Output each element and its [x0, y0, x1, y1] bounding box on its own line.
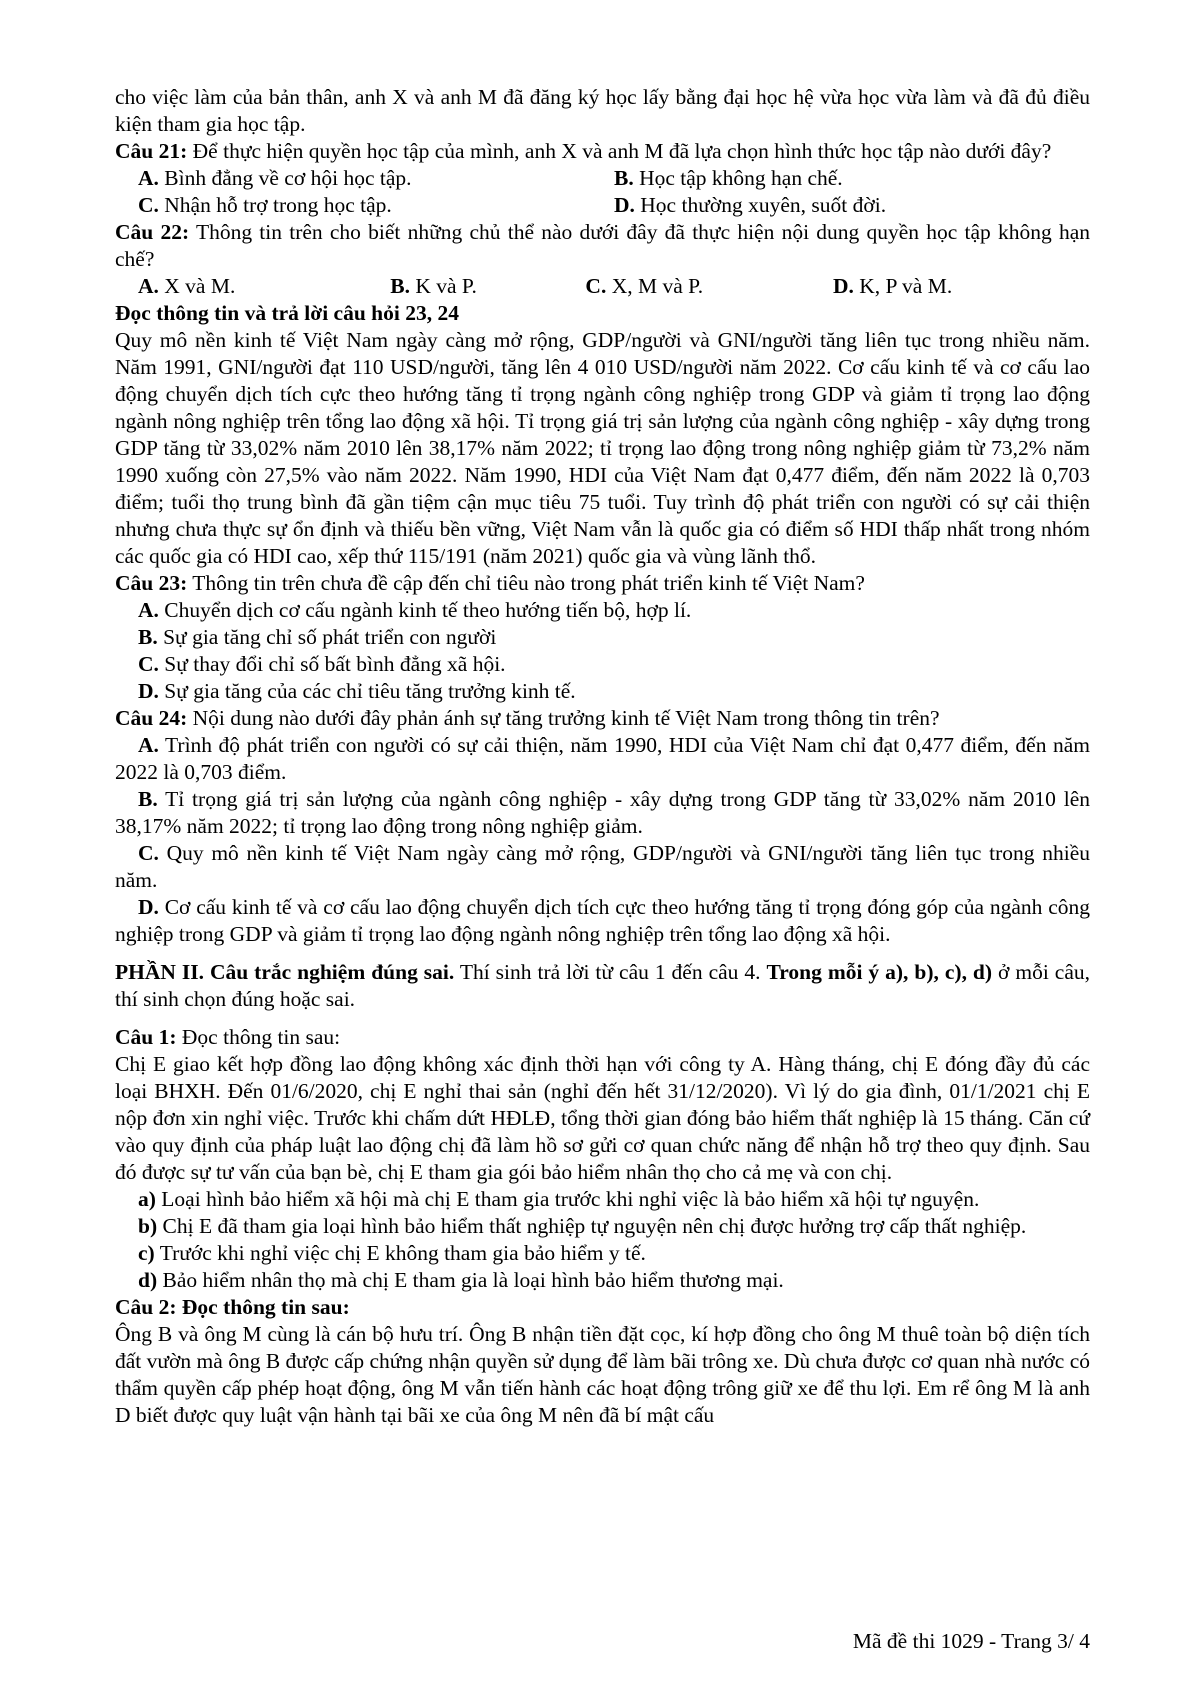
option-text: Cơ cấu kinh tế và cơ cấu lao động chuyển dịch tích cực theo hướng tăng tỉ trọng đóng góp của ngành công nghiệp trong GDP và giảm tỉ trọng lao động ngành nông nghiệp trên tổng lao động xã hội. [115, 895, 1090, 946]
option-d [614, 192, 1090, 219]
option-key: A. [138, 166, 159, 190]
question-lead: Đọc thông tin sau: [176, 1025, 341, 1049]
part-text: ở mỗi câu, thí sinh chọn đúng hoặc sai. [115, 960, 1090, 1011]
option-d [115, 894, 1090, 948]
option-key: A. [138, 733, 159, 757]
option-c [115, 651, 1090, 678]
option-b [390, 273, 585, 300]
question-label: Câu 24: [115, 706, 188, 730]
statement-text: Trước khi nghỉ việc chị E không tham gia bảo hiểm y tế. [154, 1241, 646, 1265]
option-text: Tỉ trọng giá trị sản lượng của ngành công nghiệp - xây dựng trong GDP tăng từ 33,02% năm 2010 lên 38,17% năm 2022; tỉ trọng lao động trong nông nghiệp giảm. [115, 787, 1090, 838]
section-heading [115, 300, 1090, 327]
option-b [115, 786, 1090, 840]
option-c [138, 192, 614, 219]
options-row [115, 273, 1090, 300]
option-text: X, M và P. [606, 274, 704, 298]
option-text: K, P và M. [853, 274, 953, 298]
option-key: C. [138, 652, 159, 676]
option-text: Sự gia tăng của các chỉ tiêu tăng trưởng kinh tế. [158, 679, 576, 703]
reading-passage: Quy mô nền kinh tế Việt Nam ngày càng mở rộng, GDP/người và GNI/người tăng liên tục trong nhiều năm. Năm 1991, GNI/người đạt 110 USD/người, tăng lên 4 010 USD/người năm 2022. Cơ cấu kinh tế và cơ cấu lao động chuyển dịch tích cực theo hướng tăng tỉ trọng ngành công nghiệp trong GDP và giảm tỉ trọng lao động ngành nông nghiệp trên tổng lao động xã hội. Tỉ trọng giá trị sản lượng của ngành công nghiệp - xây dựng trong GDP tăng từ 33,02% năm 2010 lên 38,17% năm 2022; tỉ trọng lao động trong nông nghiệp giảm từ 73,2% năm 1990 xuống còn 27,5% vào năm 2022. Năm 1990, HDI của Việt Nam đạt 0,477 điểm, đến năm 2022 là 0,703 điểm; tuổi thọ trung bình đã gần tiệm cận mục tiêu 75 tuổi. Tuy trình độ phát triển con người có sự cải thiện nhưng chưa thực sự ổn định và thiếu bền vững, Việt Nam vẫn là quốc gia có điểm số HDI thấp nhất trong nhóm các quốc gia có HDI cao, xếp thứ 115/191 (năm 2021) quốc gia và vùng lãnh thổ. [115, 328, 1090, 568]
question-text: Để thực hiện quyền học tập của mình, anh X và anh M đã lựa chọn hình thức học tập nào dưới đây? [187, 139, 1052, 163]
option-text: Quy mô nền kinh tế Việt Nam ngày càng mở rộng, GDP/người và GNI/người tăng liên tục trong nhiều năm. [115, 841, 1090, 892]
p2-question-2 [115, 1294, 1090, 1321]
statement-b [115, 1213, 1090, 1240]
question-21 [115, 138, 1090, 165]
part-2-instructions [115, 959, 1090, 1013]
statement-a [115, 1186, 1090, 1213]
question-24 [115, 705, 1090, 732]
statement-key: d) [138, 1268, 158, 1292]
statement-text: Loại hình bảo hiểm xã hội mà chị E tham gia trước khi nghỉ việc là bảo hiểm xã hội tự nguyện. [155, 1187, 980, 1211]
option-text: Sự gia tăng chỉ số phát triển con người [157, 625, 497, 649]
option-key: B. [138, 625, 158, 649]
option-a [115, 597, 1090, 624]
question-label: Câu 23: [115, 571, 188, 595]
option-d [115, 678, 1090, 705]
statement-key: a) [138, 1187, 156, 1211]
option-key: D. [138, 679, 159, 703]
statement-d [115, 1267, 1090, 1294]
options-row [115, 192, 1090, 219]
statement-c [115, 1240, 1090, 1267]
exam-page [115, 84, 1090, 1429]
option-key: D. [614, 193, 635, 217]
option-key: B. [614, 166, 634, 190]
question-label: Câu 21: [115, 139, 188, 163]
question-text: Nội dung nào dưới đây phản ánh sự tăng trưởng kinh tế Việt Nam trong thông tin trên? [187, 706, 940, 730]
option-c [585, 273, 833, 300]
option-b [614, 165, 1090, 192]
option-text: Bình đẳng về cơ hội học tập. [158, 166, 412, 190]
option-key: D. [138, 895, 159, 919]
option-key: D. [832, 274, 854, 298]
option-key: C. [138, 841, 159, 865]
part-text: Thí sinh trả lời từ câu 1 đến câu 4. [454, 960, 767, 984]
question-23 [115, 570, 1090, 597]
p2-question-1 [115, 1024, 1090, 1051]
option-b [115, 624, 1090, 651]
option-d [833, 273, 1071, 300]
part-emphasis: Trong mỗi ý a), b), c), d) [766, 960, 993, 984]
intro-tail: cho việc làm của bản thân, anh X và anh M đã đăng ký học lấy bằng đại học hệ vừa học vừa làm và đã đủ điều kiện tham gia học tập. [115, 85, 1090, 136]
question-text: Thông tin trên cho biết những chủ thể nào dưới đây đã thực hiện nội dung quyền học tập không hạn chế? [115, 220, 1090, 271]
p2-question-1-passage: Chị E giao kết hợp đồng lao động không xác định thời hạn với công ty A. Hàng tháng, chị E đóng đầy đủ các loại BHXH. Đến 01/6/2020, chị E nghỉ thai sản (nghỉ đến hết 31/12/2020). Vì lý do gia đình, 01/1/2021 chị E nộp đơn xin nghỉ việc. Trước khi chấm dứt HĐLĐ, tổng thời gian đóng bảo hiểm thất nghiệp là 15 tháng. Căn cứ vào quy định của pháp luật lao động chị đã làm hồ sơ gửi cơ quan chức năng để nhận hỗ trợ theo quy định. Sau đó được sự tư vấn của bạn bè, chị E tham gia gói bảo hiểm nhân thọ cho cả mẹ và con chị. [115, 1052, 1090, 1184]
option-c [115, 840, 1090, 894]
question-label: Câu 2: Đọc thông tin sau: [115, 1295, 350, 1319]
part-title: PHẦN II. Câu trắc nghiệm đúng sai. [115, 960, 455, 984]
option-text: Chuyển dịch cơ cấu ngành kinh tế theo hướng tiến bộ, hợp lí. [158, 598, 692, 622]
option-key: B. [390, 274, 410, 298]
option-key: B. [138, 787, 158, 811]
question-text: Thông tin trên chưa đề cập đến chỉ tiêu nào trong phát triển kinh tế Việt Nam? [187, 571, 865, 595]
statement-text: Bảo hiểm nhân thọ mà chị E tham gia là loại hình bảo hiểm thương mại. [157, 1268, 784, 1292]
option-text: K và P. [409, 274, 477, 298]
question-label: Câu 1: [115, 1025, 177, 1049]
statement-key: c) [138, 1241, 155, 1265]
option-text: Nhận hỗ trợ trong học tập. [158, 193, 392, 217]
section-heading-text: Đọc thông tin và trả lời câu hỏi 23, 24 [115, 301, 459, 325]
option-key: C. [585, 274, 607, 298]
options-row [115, 165, 1090, 192]
option-text: Trình độ phát triển con người có sự cải thiện, năm 1990, HDI của Việt Nam chỉ đạt 0,477 điểm, đến năm 2022 là 0,703 điểm. [115, 733, 1090, 784]
question-label: Câu 22: [115, 220, 190, 244]
option-a [115, 732, 1090, 786]
p2-question-2-passage: Ông B và ông M cùng là cán bộ hưu trí. Ông B nhận tiền đặt cọc, kí hợp đồng cho ông M thuê toàn bộ diện tích đất vườn mà ông B được cấp chứng nhận quyền sử dụng để làm bãi trông xe. Dù chưa được cơ quan nhà nước có thẩm quyền cấp phép hoạt động, ông M vẫn tiến hành các hoạt động trông giữ xe để thu lợi. Em rể ông M là anh D biết được quy luật vận hành tại bãi xe của ông M nên đã bí mật cấu [115, 1322, 1090, 1427]
option-key: A. [138, 598, 159, 622]
option-text: Sự thay đổi chỉ số bất bình đẳng xã hội. [158, 652, 506, 676]
option-key: C. [138, 193, 159, 217]
option-text: X và M. [158, 274, 236, 298]
question-22 [115, 219, 1090, 273]
statement-text: Chị E đã tham gia loại hình bảo hiểm thất nghiệp tự nguyện nên chị được hưởng trợ cấp thất nghiệp. [157, 1214, 1027, 1238]
option-a [138, 165, 614, 192]
option-text: Học thường xuyên, suốt đời. [634, 193, 887, 217]
option-a [138, 273, 390, 300]
statement-key: b) [138, 1214, 158, 1238]
page-footer: Mã đề thi 1029 - Trang 3/ 4 [852, 1629, 1090, 1653]
option-text: Học tập không hạn chế. [633, 166, 843, 190]
option-key: A. [138, 274, 159, 298]
